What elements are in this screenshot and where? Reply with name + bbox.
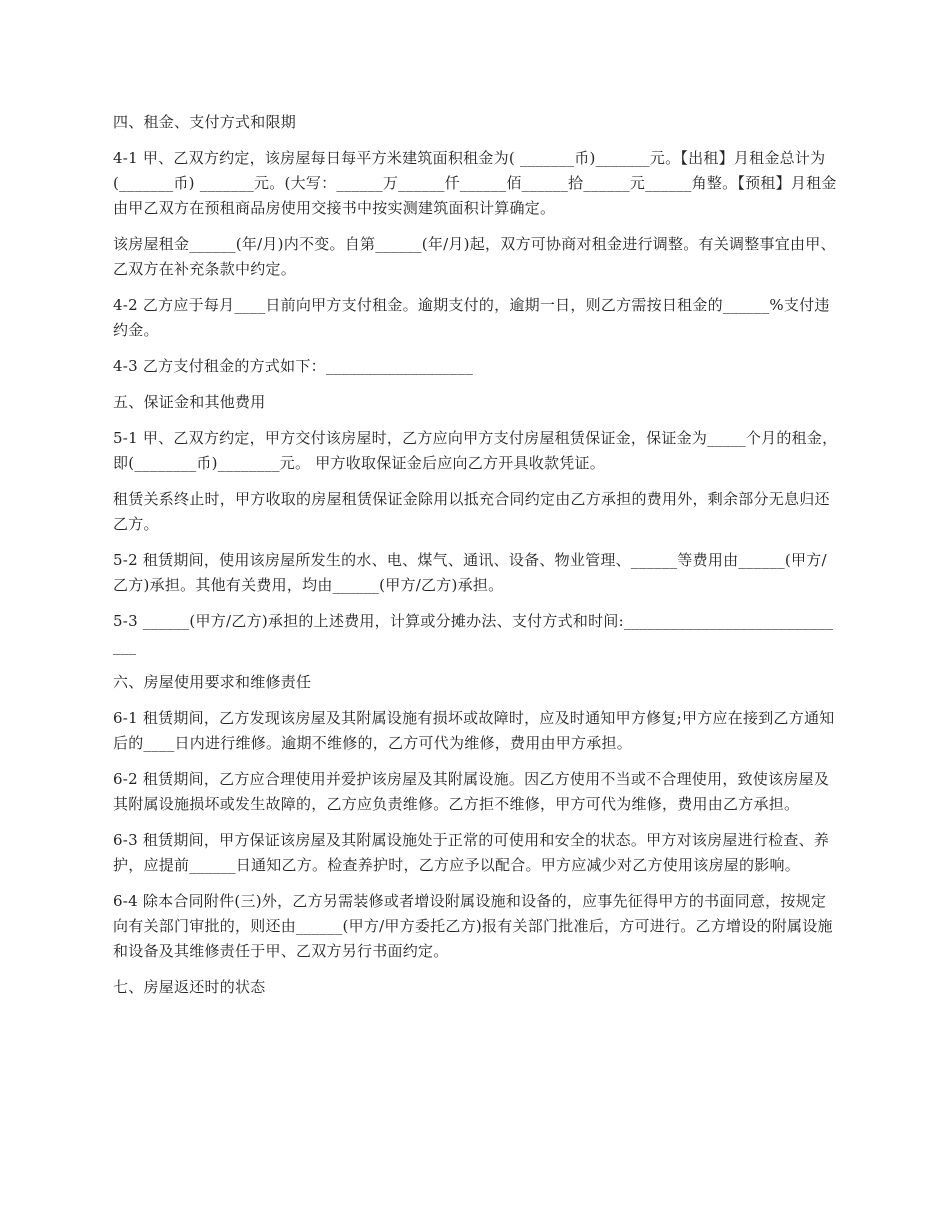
- clause-4-2: 4-2 乙方应于每月____日前向甲方支付租金。逾期支付的，逾期一日，则乙方需按日租金的______%支付违约金。: [113, 296, 830, 339]
- clause-5-2: 5-2 租赁期间，使用该房屋所发生的水、电、煤气、通讯、设备、物业管理、______等费用由______(甲方/乙方)承担。其他有关费用，均由______(甲方/乙方)承担。: [113, 551, 827, 594]
- document-body: [113, 110, 838, 1011]
- section-heading-7: 七、房屋返还时的状态: [113, 978, 266, 996]
- clause-5-3: 5-3 ______(甲方/乙方)承担的上述费用，计算或分摊办法、支付方式和时间:______________________________: [113, 612, 834, 655]
- clause-4-3: 4-3 乙方支付租金的方式如下：___________________: [113, 357, 474, 375]
- clause-6-3: 6-3 租赁期间，甲方保证该房屋及其附属设施处于正常的可使用和安全的状态。甲方对该房屋进行检查、养护，应提前______日通知乙方。检查养护时，乙方应予以配合。甲方应减少对乙方使用该房屋的影响。: [113, 831, 830, 874]
- clause-6-1: 6-1 租赁期间，乙方发现该房屋及其附属设施有损坏或故障时，应及时通知甲方修复;甲方应在接到乙方通知后的____日内进行维修。逾期不维修的，乙方可代为维修，费用由甲方承担。: [113, 709, 835, 752]
- section-heading-4: 四、租金、支付方式和限期: [113, 113, 297, 131]
- clause-6-2: 6-2 租赁期间，乙方应合理使用并爱护该房屋及其附属设施。因乙方使用不当或不合理使用，致使该房屋及其附属设施损坏或发生故障的，乙方应负责维修。乙方拒不维修，甲方可代为维修，费用由乙方承担。: [113, 770, 830, 813]
- clause-5-1-deposit-return: 租赁关系终止时，甲方收取的房屋租赁保证金除用以抵充合同约定由乙方承担的费用外，剩余部分无息归还乙方。: [113, 490, 830, 533]
- section-heading-5: 五、保证金和其他费用: [113, 393, 266, 411]
- clause-4-1: 4-1 甲、乙双方约定，该房屋每日每平方米建筑面积租金为( _______币)_______元。【出租】月租金总计为(_______币) _______元。(大写：______万______仟______佰______拾______元______角整。【预租】月租金由甲乙双方在预租商品房使用交接书中按实测建筑面积计算确定。: [113, 149, 837, 217]
- clause-5-1: 5-1 甲、乙双方约定，甲方交付该房屋时，乙方应向甲方支付房屋租赁保证金，保证金为_____个月的租金，即(________币)________元。 甲方收取保证金后应向乙方开具收款凭证。: [113, 429, 838, 472]
- clause-4-1-rent-adjustment: 该房屋租金______(年/月)内不变。自第______(年/月)起，双方可协商对租金进行调整。有关调整事宜由甲、乙双方在补充条款中约定。: [113, 235, 836, 278]
- clause-6-4: 6-4 除本合同附件(三)外，乙方另需装修或者增设附属设施和设备的，应事先征得甲方的书面同意，按规定向有关部门审批的，则还由______(甲方/甲方委托乙方)报有关部门批准后，方可进行。乙方增设的附属设施和设备及其维修责任于甲、乙双方另行书面约定。: [113, 892, 833, 960]
- section-heading-6: 六、房屋使用要求和维修责任: [113, 673, 312, 691]
